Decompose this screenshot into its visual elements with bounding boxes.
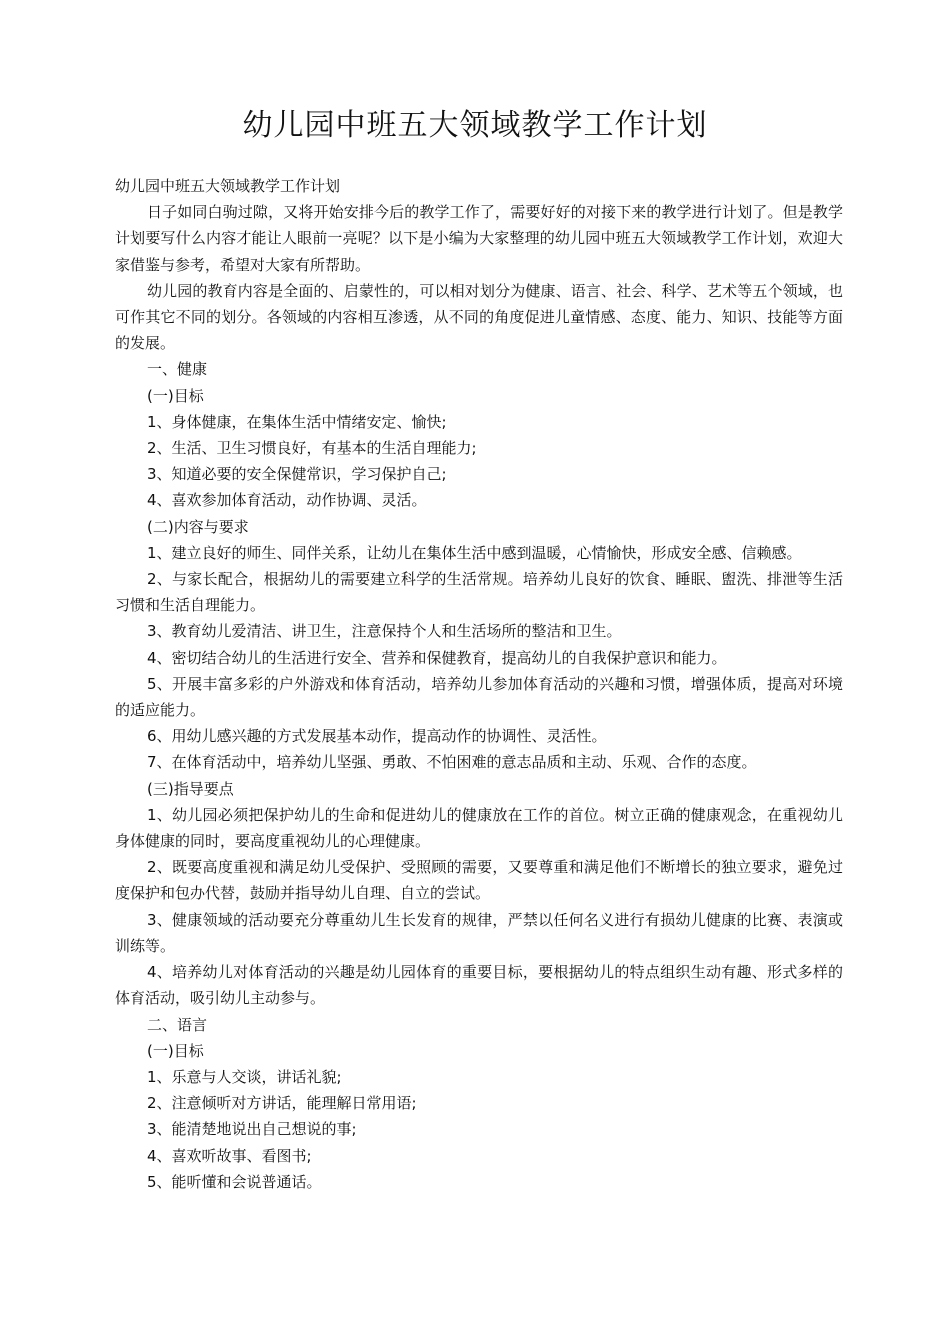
list-item: 5、开展丰富多彩的户外游戏和体育活动，培养幼儿参加体育活动的兴趣和习惯，增强体质，提高对环境的适应能力。 [115, 674, 843, 720]
subsection-heading-content: (二)内容与要求 [147, 517, 249, 536]
subsection-heading-guidance: (三)指导要点 [147, 779, 234, 798]
list-item: 1、幼儿园必须把保护幼儿的生命和促进幼儿的健康放在工作的首位。树立正确的健康观念，在重视幼儿身体健康的同时，要高度重视幼儿的心理健康。 [115, 805, 843, 851]
list-item: 4、密切结合幼儿的生活进行安全、营养和保健教育，提高幼儿的自我保护意识和能力。 [147, 648, 727, 667]
subsection-heading-goals: (一)目标 [147, 1041, 204, 1060]
list-item: 6、用幼儿感兴趣的方式发展基本动作，提高动作的协调性、灵活性。 [147, 727, 607, 746]
list-item: 1、乐意与人交谈，讲话礼貌; [147, 1067, 342, 1086]
list-item: 5、能听懂和会说普通话。 [147, 1172, 322, 1191]
section-heading-health: 一、健康 [147, 360, 208, 379]
section-heading-language: 二、语言 [147, 1015, 208, 1034]
list-item: 3、能清楚地说出自己想说的事; [147, 1120, 357, 1139]
list-item: 2、生活、卫生习惯良好，有基本的生活自理能力; [147, 439, 477, 458]
page-title: 幼儿园中班五大领域教学工作计划 [242, 108, 708, 143]
subtitle: 幼儿园中班五大领域教学工作计划 [115, 177, 341, 195]
list-item: 2、与家长配合，根据幼儿的需要建立科学的生活常规。培养幼儿良好的饮食、睡眠、盥洗、排泄等生活习惯和生活自理能力。 [115, 570, 843, 615]
subsection-heading-goals: (一)目标 [147, 386, 204, 405]
list-item: 3、教育幼儿爱清洁、讲卫生，注意保持个人和生活场所的整洁和卫生。 [147, 622, 622, 641]
list-item: 4、培养幼儿对体育活动的兴趣是幼儿园体育的重要目标，要根据幼儿的特点组织生动有趣、形式多样的体育活动，吸引幼儿主动参与。 [115, 963, 843, 1008]
list-item: 2、注意倾听对方讲话，能理解日常用语; [147, 1094, 417, 1113]
paragraph-intro: 日子如同白驹过隙，又将开始安排今后的教学工作了，需要好好的对接下来的教学进行计划了。但是教学计划要写什么内容才能让人眼前一亮呢？以下是小编为大家整理的幼儿园中班五大领域教学工作计划，欢迎大家借鉴与参考，希望对大家有所帮助。 [115, 203, 843, 274]
list-item: 1、建立良好的师生、同伴关系，让幼儿在集体生活中感到温暖，心情愉快，形成安全感、信赖感。 [147, 543, 802, 562]
document-body [115, 173, 843, 1195]
list-item: 3、知道必要的安全保健常识，学习保护自己; [147, 465, 447, 484]
paragraph-overview: 幼儿园的教育内容是全面的、启蒙性的，可以相对划分为健康、语言、社会、科学、艺术等五个领域，也可作其它不同的划分。各领域的内容相互渗透，从不同的角度促进儿童情感、态度、能力、知识、技能等方面的发展。 [115, 281, 843, 353]
list-item: 4、喜欢参加体育活动，动作协调、灵活。 [147, 491, 427, 510]
list-item: 3、健康领域的活动要充分尊重幼儿生长发育的规律，严禁以任何名义进行有损幼儿健康的比赛、表演或训练等。 [115, 910, 843, 955]
list-item: 4、喜欢听故事、看图书; [147, 1146, 312, 1165]
list-item: 2、既要高度重视和满足幼儿受保护、受照顾的需要，又要尊重和满足他们不断增长的独立要求，避免过度保护和包办代替，鼓励并指导幼儿自理、自立的尝试。 [115, 858, 843, 903]
list-item: 1、身体健康，在集体生活中情绪安定、愉快; [147, 412, 447, 431]
list-item: 7、在体育活动中，培养幼儿坚强、勇敢、不怕困难的意志品质和主动、乐观、合作的态度。 [147, 753, 757, 772]
